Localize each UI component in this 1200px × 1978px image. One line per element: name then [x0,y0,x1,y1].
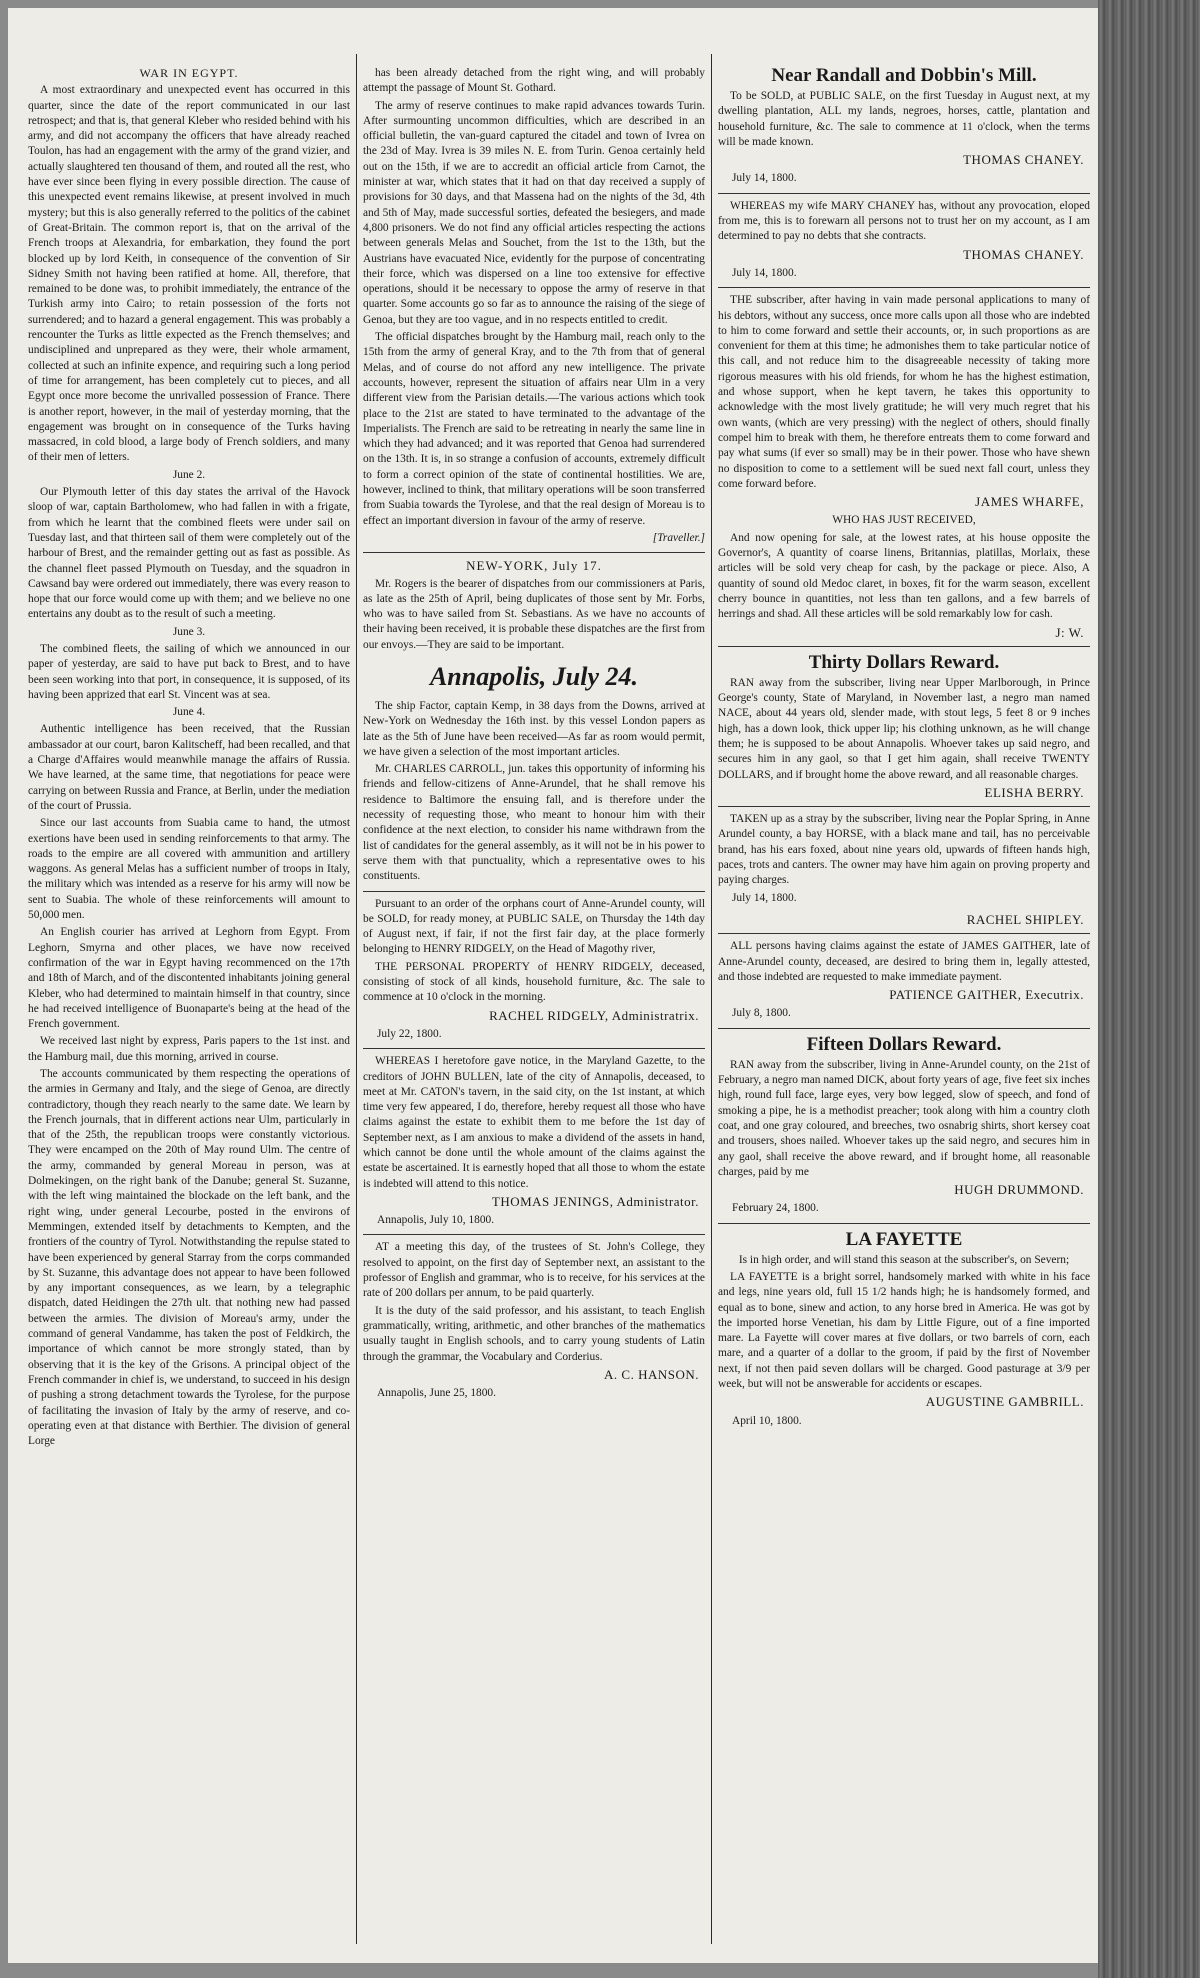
signature: A. C. HANSON. [604,1366,699,1382]
advertisement: It is the duty of the said professor, and his assistant, to teach English grammatically, writing, arithmetic, and other branches of the mathematics usually taught in English schools, and to carry young students of Latin through the grammar, the Vocabulary and Corderius. [363,1304,705,1363]
article-paragraph: Mr. Rogers is the bearer of dispatches from our commissioners at Paris, as late as the 25th of April, being duplicates of those sent by Mr. Forbs, who was to have sailed from St. Sebastians. As we have no accounts of their having been received, it is probable these dispatches are the first from our envoys.—They are said to be important. [363,577,705,651]
advertisement: LA FAYETTE is a bright sorrel, handsomely marked with white in his face and legs, nine years old, full 15 1/2 hands high; he is handsomely formed, and equal as to bone, sinew and action, to any horse bred in America. He was got by the imported horse Venetian, his dam by Little Figure, out of a fine imported mare. La Fayette will cover mares at five dollars, or two barrels of corn, each mare, and a quarter of a dollar to the groom, if paid by the first of November next, if not then paid seven dollars will be charged. Good pasturage at 3/9 per week, but will not be answerable for accidents or escapes. [718,1271,1090,1391]
advertisement: RAN away from the subscriber, living in Anne-Arundel county, on the 21st of February, a negro man named DICK, about forty years of age, five feet six inches high, round full face, large eyes, very bow legged, slow of speech, and fond of smoking a pipe, he is a methodist preacher; took along with him a country cloth coat, and one gray coloured, and breeches, two osnabrig shirts, short kersey coat and trousers, shoes nailed. Whoever takes up the said negro, and secures him in any gaol, shall receive the above reward, and if brought home, all reasonable charges, paid by me [718,1058,1090,1178]
article-paragraph: Mr. CHARLES CARROLL, jun. takes this opportunity of informing his friends and fellow-citizens of Anne-Arundel, that he shall remove his residence to Baltimore the ensuing fall, and is therefore under the necessity of requesting those, who meant to honour him with their confidence at the next election, to consider his name withdrawn from the list of candidates for the general assembly, as it will not be in his power to serve them with that punctuality, which a representative owes to his constituents. [363,763,705,883]
column-1 [28,66,350,1926]
signature: THOMAS JENINGS, Administrator. [491,1193,699,1209]
section-heading: WAR IN EGYPT. [139,66,239,80]
article-paragraph: Authentic intelligence has been received, that the Russian ambassador at our court, baron Kalitscheff, had been recalled, and that a Charge d'Affaires would meanwhile manage the affairs of Russia. We have learned, at the same time, that negotiations for peace were carrying on between Russia and France, at Berlin, under the mediation of the court of Prussia. [28,723,350,812]
book-binding [1098,0,1200,1978]
ad-date: Annapolis, June 25, 1800. [377,1387,496,1400]
ad-date: July 14, 1800. [732,172,797,185]
column-3 [718,62,1090,1932]
signature: RACHEL SHIPLEY. [966,911,1084,927]
ad-heading: Near Randall and Dobbin's Mill. [771,65,1037,86]
article-paragraph: The combined fleets, the sailing of which we announced in our paper of yesterday, are said to have put back to Brest, and to have been seen working into that port, in consequence, it is supposed, of its having been apprized that earl St. Vincent was at sea. [28,642,350,701]
signature: AUGUSTINE GAMBRILL. [925,1394,1084,1410]
divider [363,1048,705,1049]
signature: THOMAS CHANEY. [963,152,1084,168]
article-paragraph: has been already detached from the right wing, and will probably attempt the passage of Mount St. Gothard. [363,67,705,95]
signature: J: W. [1055,624,1084,640]
divider [718,806,1090,807]
advertisement: RAN away from the subscriber, living near Upper Marlborough, in Prince George's county, State of Maryland, in November last, a negro man named NACE, about 44 years old, slender made, with stout legs, 5 feet 8 or 9 inches high, has a down look, thick upper lip; his clothing unknown, as he will change them; he is supposed to be about Annapolis. Whoever takes up said negro, and secures him in any gaol, so that I get him again, shall receive TWENTY DOLLARS, and if brought home the above reward, and all reasonable charges. [718,676,1090,781]
signature: PATIENCE GAITHER, Executrix. [889,987,1084,1003]
dateline-new-york: NEW-YORK, July 17. [466,558,602,574]
column-rule [356,54,357,1944]
signature: JAMES WHARFE, [975,494,1084,510]
divider [718,193,1090,194]
article-paragraph: Since our last accounts from Suabia came to hand, the utmost exertions have been used in sending reinforcements to that army. The roads to the empire are all covered with ammunition and artillery waggons. As general Melas has a sufficient number of troops in Italy, the military which was intended as a reserve for his army will now be sent to Suabia. The whole of these reinforcements will amount to 50,000 men. [28,817,350,922]
dateline: June 3. [172,625,206,638]
ad-heading: Fifteen Dollars Reward. [806,1033,1002,1055]
source-attribution: [Traveller.] [652,531,705,544]
advertisement: Pursuant to an order of the orphans court of Anne-Arundel county, will be SOLD, for ready money, at PUBLIC SALE, on Thursday the 14th day of August next, if fair, if not the first fair day, at the place formerly belonging to HENRY RIDGELY, on the Head of Magothy river, [363,897,705,956]
ad-date: April 10, 1800. [732,1414,802,1427]
article-paragraph: Our Plymouth letter of this day states the arrival of the Havock sloop of war, captain Bartholomew, who had fallen in with a frigate, from which he learnt that the combined fleets were under sail on Tuesday last, and that thirteen sail of them were completely out of the harbour of Brest, and the remainder getting out as fast as possible. As the channel fleet passed Plymouth on Tuesday, and the squadron in Cawsand bay were ordered out immediately, there was every reason to hope that our force would come up with them; and we believe no one entertains any doubt as to the result of such a meeting. [28,486,350,621]
article-paragraph: A most extraordinary and unexpected event has occurred in this quarter, since the date of the report communicated in our last retrospect; and that is, that general Kleber who resided behind with his army, and did not accompany the officers that have already reached Toulon, has had an engagement with the army of the grand vizier, and actually slaughtered ten thousand of them, and routed all the rest, who have ever since been flying in every possible direction. The cause of this unexpected event remains likewise, at present involved in much mystery; but this is also generally referred to the politics of the cabinet of Great-Britain. The common report is, that on the arrival of the French troops at Alexandria, for embarkation, they found the port blocked up by lord Keith, in consequence of the convention of Sir Sidney Smith not having been ratified at home. All, therefore, that remained to be done was, to prohibit immediately, the entrance of the Turkish army into Cairo; to retain possession of the forts not surrendered; and to hazard a general engagement. This was probably a rencounter the Turks as little expected as the French themselves; and undisciplined and unprepared as they were, their whole armament, collected at such an infinite expence, and requiring such a long period of time for arrangement, has been completely cut to pieces, and all Egypt once more become the unrivalled possession of France. There is another report, however, in the mail of yesterday morning, that the engagement was brought on in consequence of the Turks having massacred, in cold blood, a large body of French soldiers, and many of their men of letters. [28,84,350,464]
ad-subheading: WHO HAS JUST RECEIVED, [832,514,976,527]
divider [718,1028,1090,1029]
ad-date: February 24, 1800. [732,1202,819,1215]
divider [718,1223,1090,1224]
divider [718,287,1090,288]
advertisement: And now opening for sale, at the lowest rates, at his house opposite the Governor's, A quantity of coarse linens, Britannias, platillas, Morlaix, these articles will be sold very cheap for cash, by the package or piece. Also, A quantity of sound old Medoc claret, in boxes, fit for the warm season, excellent cherry bounce in quantities, not less than ten gallons, and a few barrels of herrings and shad. All these articles will be sold remarkably low for cash. [718,531,1090,621]
ad-date: Annapolis, July 10, 1800. [377,1214,495,1227]
divider [363,552,705,553]
signature: THOMAS CHANEY. [963,246,1084,262]
dateline: June 2. [172,468,206,481]
ad-heading: Thirty Dollars Reward. [808,651,1000,673]
advertisement: To be SOLD, at PUBLIC SALE, on the first Tuesday in August next, at my dwelling plantation, ALL my lands, negroes, horses, cattle, plantation and household furniture, &c. The sale to commence at 11 o'clock, when the terms will be made known. [718,90,1090,148]
divider [718,646,1090,647]
article-paragraph: We received last night by express, Paris papers to the 1st inst. and the Hamburg mail, due this morning, arrived in course. [28,1035,350,1063]
ad-date: July 8, 1800. [732,1007,791,1020]
ad-date: July 14, 1800. [732,891,797,904]
newspaper-page [8,8,1098,1963]
divider [363,1234,705,1235]
column-2 [363,66,705,1926]
divider [363,891,705,892]
advertisement: AT a meeting this day, of the trustees of St. John's College, they resolved to appoint, on the first day of September next, an assistant to the professor of English and grammar, who is to receive, for his services at the rate of 200 dollars per annum, to be paid quarterly. [363,1241,705,1300]
dateline: June 4. [172,706,206,719]
advertisement: THE PERSONAL PROPERTY of HENRY RIDGELY, deceased, consisting of stock of all kinds, household furniture, &c. The sale to commence at 10 o'clock in the morning. [363,960,705,1004]
advertisement: WHEREAS I heretofore gave notice, in the Maryland Gazette, to the creditors of JOHN BULLEN, late of the city of Annapolis, deceased, to meet at Mr. CATON's tavern, in the said city, on the 1st instant, at which time very few appeared, I do, therefore, hereby request all those who have claims against the estate to exhibit them to me before the 1st day of September next, as I am anxious to make a dividend of the assets in hand, which cannot be done until the whole amount of the claims against the estate be ascertained. It is earnestly hoped that all those to whom the estate is indebted will attend to this notice. [363,1055,705,1190]
divider [718,933,1090,934]
signature: HUGH DRUMMOND. [954,1182,1084,1198]
signature: RACHEL RIDGELY, Administratrix. [489,1007,699,1023]
advertisement: WHEREAS my wife MARY CHANEY has, without any provocation, eloped from me, this is to forewarn all persons not to trust her on my account, as I am determined to pay no debts that she contracts. [718,199,1090,243]
article-paragraph: The army of reserve continues to make rapid advances towards Turin. After surmounting uncommon difficulties, which are described in an official bulletin, the van-guard captured the citadel and town of Ivrea on the 23d of May. Ivrea is 39 miles N. E. from Turin. Genoa certainly held out on the 15th, if we are to accredit an official article from Carnot, the minister at war, which states that it had on that day received a supply of provisions for 30 days, and that Massena had on the nights of the 3d, 4th and 5th of May, made successful sorties, defeated the besiegers, and made 4,800 prisoners. We do not find any official articles respecting the actions between generals Melas and Souchet, from the 1st to the 13th, but the Austrians have evacuated Nice, evidently for the purpose of concentrating their force, which was dispersed on a line too extensive for effective operations, should it be necessary to oppose the army of reserve in that quarter. Some accounts go so far as to announce the raising of the siege of Genoa, but they are too vague, and in no respects entitled to credit. [363,99,705,326]
ad-subheading: Is in high order, and will stand this season at the subscriber's, on Severn; [738,1253,1070,1266]
advertisement: THE subscriber, after having in vain made personal applications to many of his debtors, without any success, once more calls upon all those who are indebted to him to come forward and settle their accounts, or, in such proportions as are convenient for them at this time; he admonishes them to take particular notice of this call, and not reduce him to the disagreeable necessity of taking more rigorous measures with his old friends, for whom he has the highest estimation, and whose support, when he kept tavern, he takes this opportunity to acknowledge with the most lively gratitude; he will very much regret that his own wants, (which are very pressing) with the neglect of others, should finally compel him to break with them, he therefore entreats them to come forward and pay what sums (if ever so small) may be in their power. Those who have shewn no disposition to come to a settlement will be sued next fall court, unless they come forward before. [718,294,1090,490]
ad-date: July 22, 1800. [377,1027,442,1040]
ad-heading: LA FAYETTE [845,1228,963,1250]
advertisement: TAKEN up as a stray by the subscriber, living near the Poplar Spring, in Anne Arundel county, a bay HORSE, with a black mane and tail, has no perceivable brand, has his ears foxed, about nine years old, upwards of fifteen hands high, paces, trots and canters. The owner may have him again on proving property and paying charges. [718,813,1090,887]
article-paragraph: The ship Factor, captain Kemp, in 38 days from the Downs, arrived at New-York on Wednesday the 16th inst. by this vessel London papers as late as the 5th of June have been received—As far as room would permit, we have given a selection of the most important articles. [363,699,705,758]
dateline-annapolis: Annapolis, July 24. [429,661,639,691]
signature: ELISHA BERRY. [984,784,1084,800]
article-paragraph: The accounts communicated by them respecting the operations of the armies in Germany and Italy, and the siege of Genoa, are directly contradictory, though they reach nearly to the same date. We learn by the French journals, that in different actions near Ulm, particularly in that of the 25th, the republican troops were constantly victorious. They were encamped on the 20th of May round Ulm. The centre of the army, commanded by general Moreau in person, was at Dolmekingen, on the right bank of the Danube; general St. Suzanne, with the left wing maintained the blockade on the left bank, and the right wing, under general Lecourbe, posted in the environs of Memmingen, extended itself by detachments to Kempten, and the frontiers of the country of Tyrol. Notwithstanding the repulse stated to have been experienced by general Starray from the corps commanded by St. Suzanne, this advantage does not appear to have been followed by any important consequences, as we learn, by a telegraphic dispatch, dated Heidingen the 27th ult. that nothing new had passed between the armies. The division of Moreau's army, under the command of general Vandamme, has taken the post of Feldkirch, the importance of which cannot be more strongly stated, than by observing that it is the key of the Grisons. A principal object of the French commander in chief is, we understand, to succeed in his design of pushing a strong detachment towards the Tyrolese, for the purpose of facilitating the invasion of Italy by the army of reserve, and co-operating even at that distance with Berthier. The division of general Lorge [28,1068,350,1448]
column-rule [711,54,712,1944]
article-paragraph: The official dispatches brought by the Hamburg mail, reach only to the 15th from the army of general Kray, and to the 7th from that of general Melas, and of course do not afford any new intelligence. The private accounts, however, represent the situation of affairs near Ulm in a very different view from the Parisian details.—The various actions which took place to the 21st are stated to have terminated to the advantage of the Imperialists. The French are said to be retreating in nearly the same line in which they had advanced; and it was reported that Genoa had surrendered on the 13th. It is, in so strange a confusion of accounts, extremely difficult to form a correct opinion of the state of continental hostilities. We are, however, inclined to think, that military operations will be soon transferred from Suabia towards the Tyrolese, and that the real design of Moreau is to effect an important diversion in favour of the army of reserve. [363,331,705,527]
article-paragraph: An English courier has arrived at Leghorn from Egypt. From Leghorn, Smyrna and other places, we have now received confirmation of the war in Egypt having recommenced on the 17th and 18th of March, and of the discontented inhabitants joining general Kleber, who had determined to maintain himself in that country, since he had received intelligence of Buonaparte's being at the head of the French government. [28,926,350,1031]
ad-date: July 14, 1800. [732,266,797,279]
advertisement: ALL persons having claims against the estate of JAMES GAITHER, late of Anne-Arundel county, deceased, are desired to bring them in, legally attested, and those indebted are requested to make immediate payment. [718,940,1090,983]
